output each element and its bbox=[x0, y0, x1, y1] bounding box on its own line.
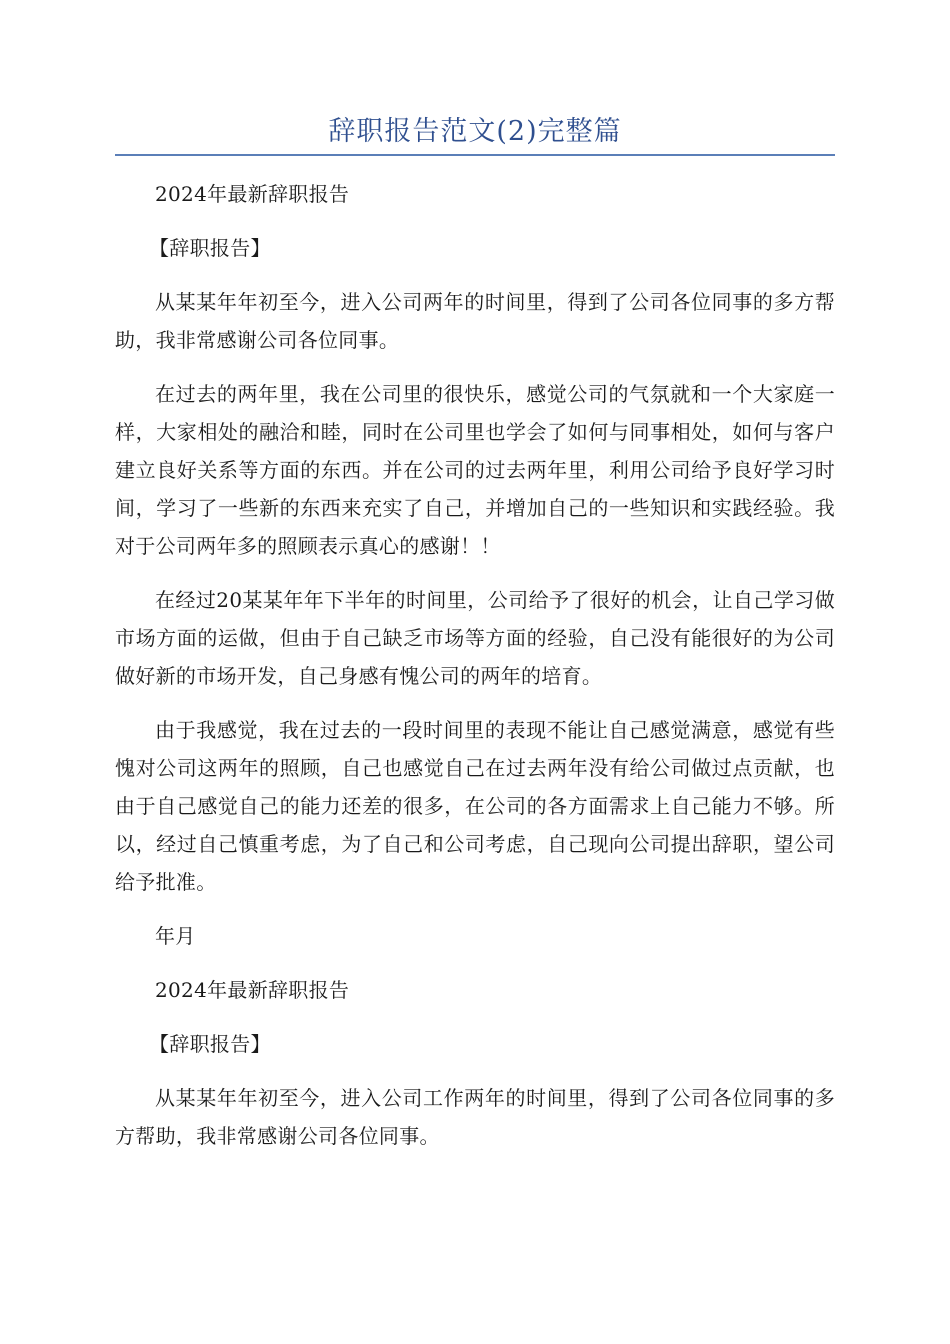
paragraph-bracket-heading: 【辞职报告】 bbox=[149, 1032, 271, 1056]
paragraph: 从某某年年初至今，进入公司两年的时间里，得到了公司各位同事的多方帮助，我非常感谢公司各位同事。 bbox=[115, 290, 835, 352]
paragraph-bracket-heading: 【辞职报告】 bbox=[149, 236, 271, 260]
paragraph: 在过去的两年里，我在公司里的很快乐，感觉公司的气氛就和一个大家庭一样，大家相处的融洽和睦，同时在公司里也学会了如何与同事相处，如何与客户建立良好关系等方面的东西。并在公司的过去两年里，利用公司给予良好学习时间，学习了一些新的东西来充实了自己，并增加自己的一些知识和实践经验。我对于公司两年多的照顾表示真心的感谢！！ bbox=[115, 382, 835, 558]
document-body bbox=[115, 175, 835, 1171]
paragraph-heading: 2024年最新辞职报告 bbox=[155, 978, 350, 1002]
paragraph: 从某某年年初至今，进入公司工作两年的时间里，得到了公司各位同事的多方帮助，我非常感谢公司各位同事。 bbox=[115, 1086, 835, 1148]
paragraph-heading: 2024年最新辞职报告 bbox=[155, 182, 350, 206]
document-title: 辞职报告范文(2)完整篇 bbox=[328, 116, 622, 147]
paragraph: 在经过20某某年年下半年的时间里，公司给予了很好的机会，让自己学习做市场方面的运做，但由于自己缺乏市场等方面的经验，自己没有能很好的为公司做好新的市场开发，自己身感有愧公司的两年的培育。 bbox=[115, 588, 835, 688]
paragraph-date: 年月 bbox=[155, 924, 196, 948]
title-underline bbox=[115, 154, 835, 156]
paragraph: 由于我感觉，我在过去的一段时间里的表现不能让自己感觉满意，感觉有些愧对公司这两年的照顾，自己也感觉自己在过去两年没有给公司做过点贡献，也由于自己感觉自己的能力还差的很多，在公司的各方面需求上自己能力不够。所以，经过自己慎重考虑，为了自己和公司考虑，自己现向公司提出辞职，望公司给予批准。 bbox=[115, 718, 835, 894]
